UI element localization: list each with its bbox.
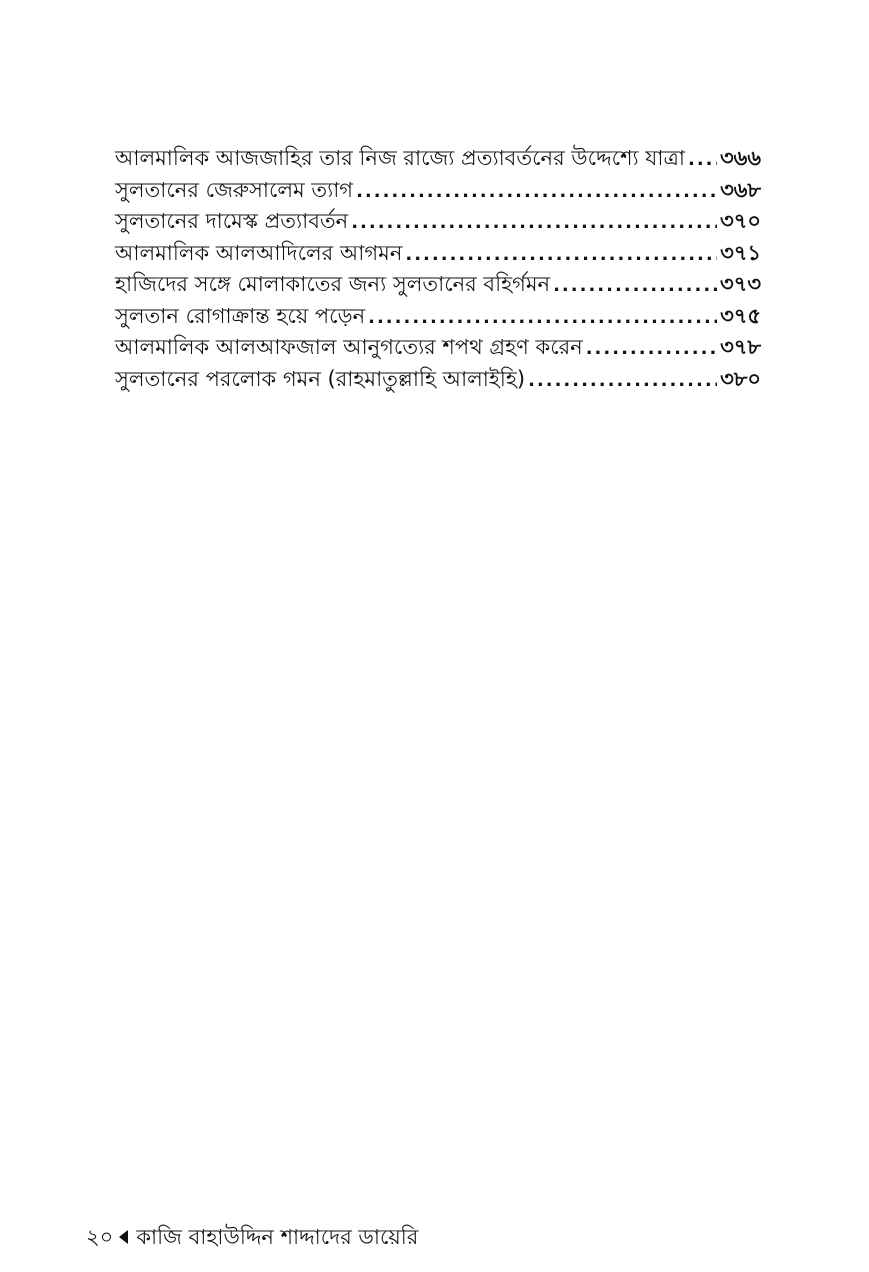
- dot-leader: [688, 144, 717, 176]
- page-footer: [86, 1222, 418, 1252]
- toc-entry: [115, 269, 761, 301]
- toc-entry-page: ৩৬৮: [720, 177, 761, 202]
- toc-entry-page: ৩৭৩: [720, 272, 761, 296]
- toc-entry-title: সুলতানের দামেস্ক প্রত্যাবর্তন: [115, 209, 349, 233]
- toc-entry-title: সুলতানের জেরুসালেম ত্যাগ: [115, 177, 354, 202]
- toc-entry: [115, 332, 761, 364]
- toc-entry: [115, 301, 761, 333]
- dot-leader: [553, 270, 717, 302]
- running-title: কাজি বাহাউদ্দিন শাদ্দাদের ডায়েরি: [136, 1225, 419, 1249]
- dot-leader: [405, 239, 717, 271]
- toc-entry: [115, 364, 761, 396]
- toc-entry-title: আলমালিক আলআদিলের আগমন: [115, 240, 403, 265]
- toc-entry: [115, 238, 761, 270]
- dot-leader: [368, 302, 717, 334]
- dot-leader: [356, 176, 717, 208]
- toc-entry: [115, 143, 761, 175]
- toc-entry: [115, 175, 761, 207]
- toc-entry: [115, 206, 761, 238]
- dot-leader: [586, 333, 717, 365]
- toc-entry-title: আলমালিক আলআফজাল আনুগত্যের শপথ গ্রহণ করেন: [115, 335, 583, 359]
- toc-entry-page: ৩৮০: [720, 366, 761, 391]
- toc-entry-page: ৩৭০: [720, 209, 761, 233]
- toc-entry-title: আলমালিক আজজাহির তার নিজ রাজ্যে প্রত্যাবর্তনের উদ্দেশ্যে যাত্রা: [115, 146, 685, 170]
- left-triangle-icon: [119, 1230, 128, 1244]
- dot-leader: [351, 207, 717, 239]
- dot-leader: [528, 365, 717, 397]
- toc-entry-page: ৩৭৮: [720, 335, 761, 359]
- toc-entry-title: সুলতানের পরলোক গমন (রাহমাতুল্লাহি আলাইহি): [115, 366, 526, 391]
- toc-entry-page: ৩৭১: [720, 240, 761, 265]
- toc-entry-page: ৩৬৬: [720, 146, 761, 170]
- page-number: ২০: [86, 1225, 114, 1249]
- toc-entry-page: ৩৭৫: [720, 303, 761, 328]
- toc-entry-title: হাজিদের সঙ্গে মোলাকাতের জন্য সুলতানের বহির্গমন: [115, 272, 551, 296]
- table-of-contents: [115, 143, 761, 395]
- toc-entry-title: সুলতান রোগাক্রান্ত হয়ে পড়েন: [115, 303, 366, 328]
